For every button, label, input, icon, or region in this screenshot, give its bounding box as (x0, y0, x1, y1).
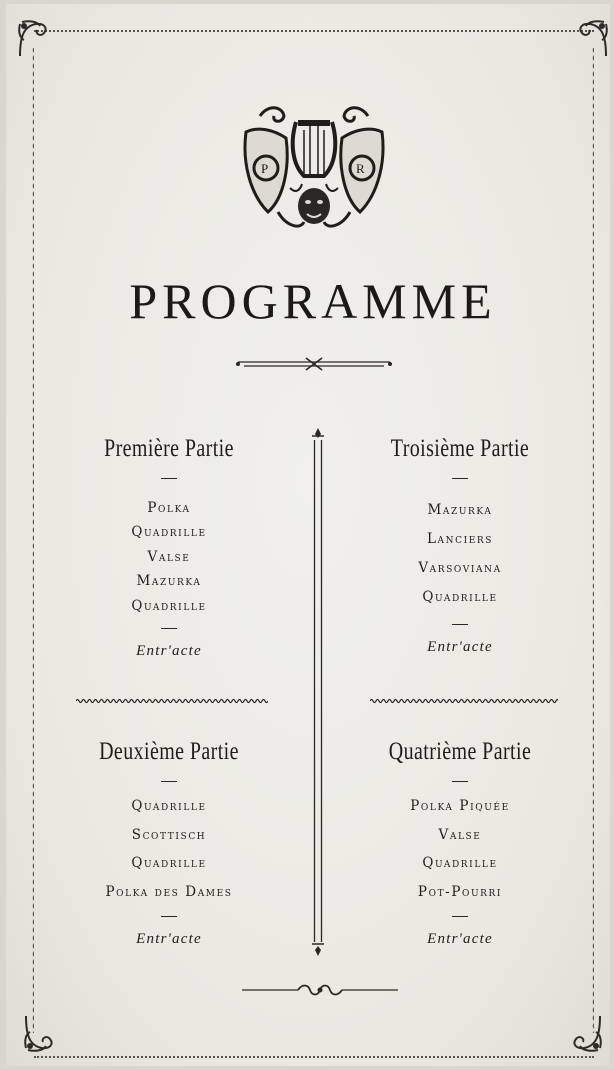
list-item: Polka des Dames (105, 883, 233, 900)
svg-text:P: P (261, 161, 269, 176)
list-item: Quadrille (131, 855, 207, 872)
list-item: Quadrille (131, 524, 207, 541)
corner-flourish-icon (558, 1008, 606, 1056)
list-item: Scottisch (131, 826, 207, 843)
entracte-label: Entr'acte (427, 639, 493, 655)
part-title: Troisième Partie (390, 435, 530, 462)
part-title: Deuxième Partie (99, 738, 239, 765)
part-title: Première Partie (104, 435, 234, 462)
wavy-separator (370, 697, 558, 705)
list-item: Valse (147, 548, 191, 565)
part-troisieme (360, 435, 560, 656)
entracte-label: Entr'acte (136, 642, 202, 659)
list-item: Polka Piquée (410, 798, 510, 814)
list-item: Lanciers (426, 531, 494, 547)
list-item: Mazurka (427, 502, 493, 518)
dash-separator (452, 624, 468, 625)
dash-separator (452, 916, 468, 917)
dash-separator (161, 781, 177, 782)
list-item: Quadrille (131, 798, 207, 814)
frame-right-edge (592, 48, 594, 1033)
page-title: PROGRAMME (129, 273, 497, 329)
dash-separator (452, 478, 468, 479)
programme-card (6, 4, 610, 1066)
list-item: Quadrille (422, 589, 498, 605)
corner-flourish-icon (564, 16, 612, 64)
part-deuxieme (69, 738, 269, 948)
dash-separator (161, 628, 177, 629)
entracte-label: Entr'acte (136, 931, 202, 948)
entracte-label: Entr'acte (427, 931, 493, 948)
part-quatrieme (360, 738, 560, 948)
wavy-separator (76, 697, 268, 705)
list-item: Varsoviana (418, 560, 502, 576)
corner-flourish-icon (14, 16, 62, 64)
list-item: Pot-Pourri (417, 883, 503, 900)
list-item: Quadrille (422, 855, 498, 872)
list-item: Polka (147, 500, 191, 516)
corner-flourish-icon (20, 1008, 68, 1056)
column-divider (311, 428, 325, 956)
list-item: Valse (438, 826, 482, 843)
ornament-flourish-icon (240, 982, 400, 998)
part-premiere (69, 435, 269, 660)
dash-separator (452, 781, 468, 782)
lyre-crest-icon (238, 102, 390, 236)
dash-separator (161, 916, 177, 917)
ornament-divider-icon (234, 356, 394, 372)
list-item: Mazurka (136, 573, 202, 590)
dash-separator (161, 478, 177, 479)
frame-left-edge (32, 48, 34, 1033)
svg-text:R: R (356, 161, 365, 176)
part-title: Quatrième Partie (388, 738, 532, 765)
list-item: Quadrille (131, 597, 207, 614)
